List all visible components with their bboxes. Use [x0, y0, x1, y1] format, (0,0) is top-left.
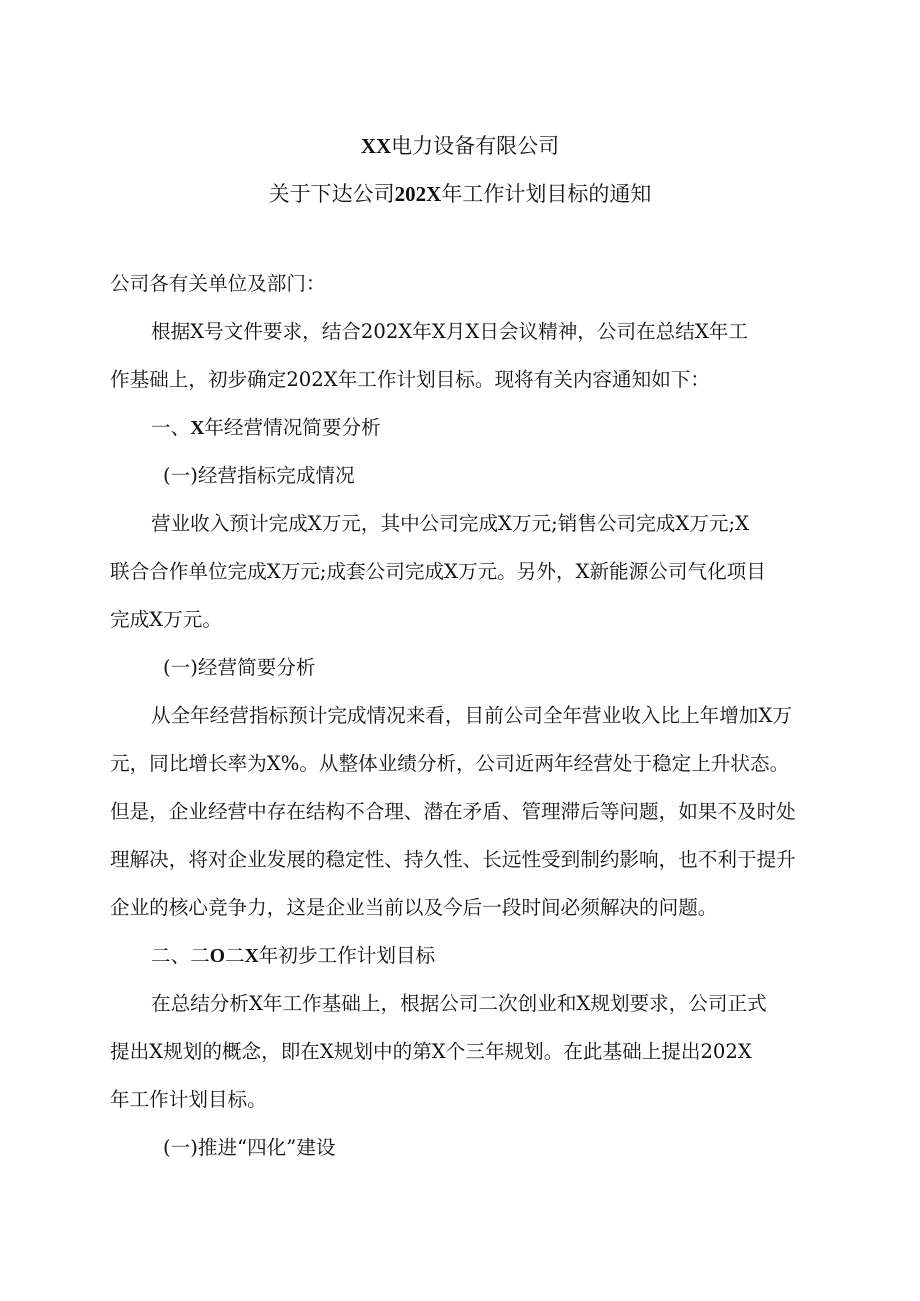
paragraph-line: 营业收入预计完成X万元，其中公司完成X万元;销售公司完成X万元;X — [151, 512, 750, 535]
section-heading-2-o: O — [209, 946, 226, 967]
paragraph-line: 理解决，将对企业发展的稳定性、持久性、长远性受到制约影响，也不利于提升 — [110, 848, 796, 871]
section-heading-2-text: 年初步工作计划目标 — [258, 944, 436, 967]
section-heading-2-num: 二、二 — [151, 944, 210, 967]
subsection-heading: (一)经营简要分析 — [163, 656, 316, 679]
notice-title-part-a: 关于下达公司 — [268, 182, 395, 206]
section-heading-1-x: X — [190, 418, 205, 439]
section-heading-1 — [151, 416, 381, 441]
notice-title — [0, 178, 920, 208]
paragraph-line: 根据X号文件要求，结合202X年X月X日会议精神，公司在总结X年工 — [151, 320, 748, 343]
company-title-rest: 电力设备有限公司 — [391, 134, 560, 158]
section-heading-2 — [151, 944, 435, 969]
section-heading-2-x: X — [244, 946, 259, 967]
section-heading-1-num: 一、 — [151, 416, 191, 439]
paragraph-line: 联合合作单位完成X万元;成套公司完成X万元。另外，X新能源公司气化项目 — [110, 560, 766, 583]
paragraph-line: 完成X万元。 — [110, 608, 222, 631]
paragraph-line: 作基础上，初步确定202X年工作计划目标。现将有关内容通知如下： — [110, 368, 710, 391]
paragraph-line: 元，同比增长率为X%。从整体业绩分析，公司近两年经营处于稳定上升状态。 — [110, 752, 790, 775]
section-heading-1-text: 年经营情况简要分析 — [204, 416, 381, 439]
paragraph-line: 在总结分析X年工作基础上，根据公司二次创业和X规划要求，公司正式 — [151, 992, 767, 1015]
notice-title-year: 202X — [394, 182, 442, 206]
subsection-heading: (一)经营指标完成情况 — [163, 464, 355, 487]
company-title — [0, 130, 920, 160]
notice-title-part-b: 年工作计划目标的通知 — [441, 182, 652, 206]
paragraph-line: 年工作计划目标。 — [110, 1088, 267, 1111]
section-heading-2-mid: 二 — [225, 944, 245, 967]
paragraph-line: 企业的核心竞争力，这是企业当前以及今后一段时间必须解决的问题。 — [110, 896, 718, 919]
paragraph-line: 提出X规划的概念，即在X规划中的第X个三年规划。在此基础上提出202X — [110, 1040, 752, 1063]
paragraph-line: 从全年经营指标预计完成情况来看，目前公司全年营业收入比上年增加X万 — [151, 704, 792, 727]
salutation: 公司各有关单位及部门： — [110, 272, 326, 295]
subsection-heading: (一)推进“四化”建设 — [163, 1136, 336, 1159]
company-title-prefix: XX — [360, 134, 392, 158]
paragraph-line: 但是，企业经营中存在结构不合理、潜在矛盾、管理滞后等问题，如果不及时处 — [110, 800, 796, 823]
